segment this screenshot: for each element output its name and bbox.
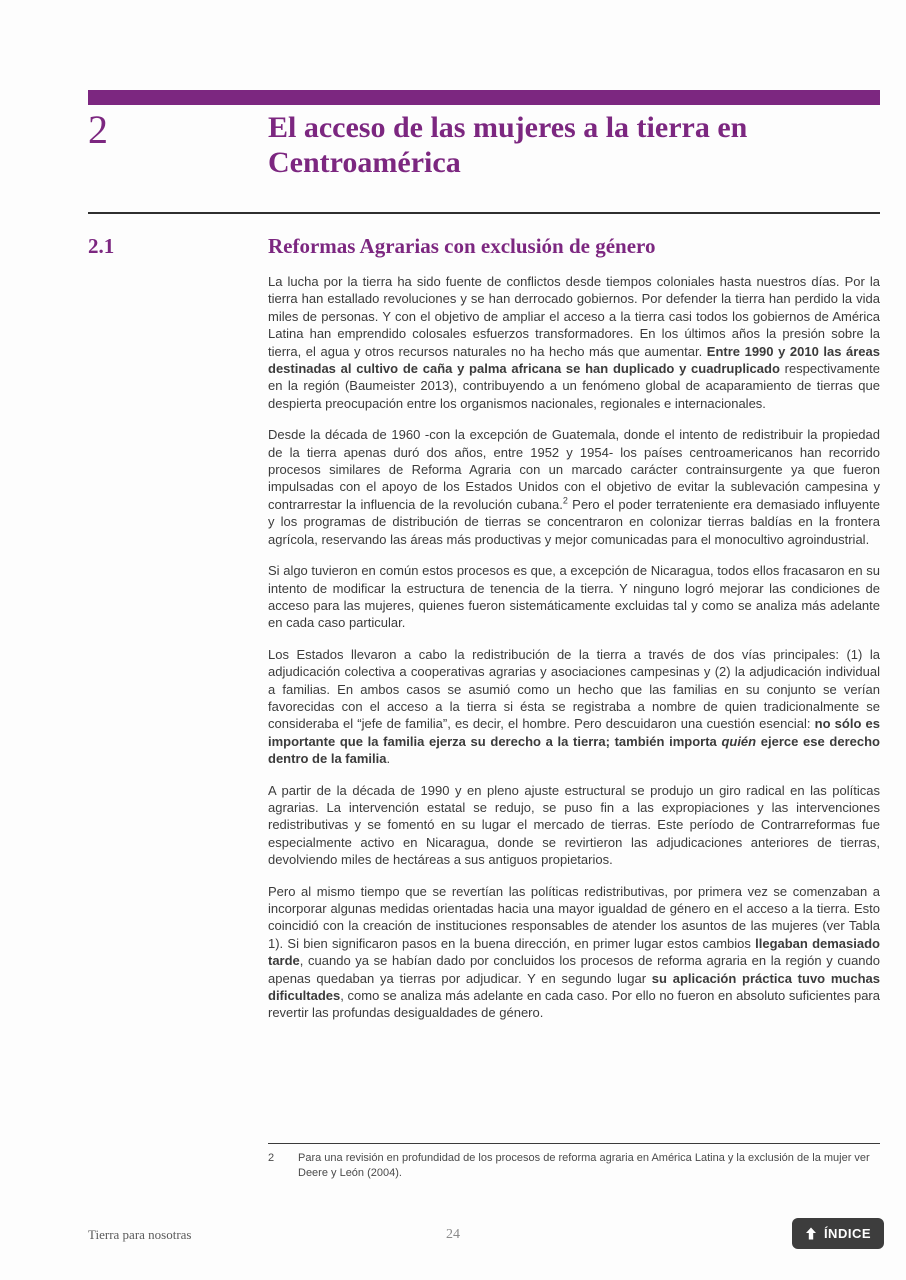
footnote bbox=[268, 1151, 880, 1181]
text-run: . bbox=[386, 751, 391, 767]
footer-document-title: Tierra para nosotras bbox=[88, 1227, 192, 1242]
text-run: Los Estados llevaron a cabo la redistribución de la tierra a través de dos vías principales: (1) la adjudicación colectiva a cooperativas agrarias y asociaciones campesinas y (2) la adjudicación individual a familias. En ambos casos se asumió como un hecho que las familias en su conjunto se verían favorecidas con el acceso a la tierra si ésta se registraba a nombre de quien tradicionalmente se consideraba el “jefe de familia”, es decir, el hombre. Pero descuidaron una cuestión esencial: bbox=[268, 646, 880, 732]
text-run: Pero el poder terrateniente era demasiado influyente y los programas de distribución de tierras se concentraron en colonizar tierras baldías en la frontera agrícola, reservando las áreas más productivas y mejor comunicadas para el monocultivo agroindustrial. bbox=[268, 496, 880, 547]
footnote-number: 2 bbox=[268, 1152, 275, 1164]
text-run: respectivamente en la región (Baumeister 2013), contribuyendo a un fenómeno global de acaparamiento de tierras que despierta preocupación entre los organismos nacionales, regionales e internacionales. bbox=[268, 361, 880, 411]
text-run: La lucha por la tierra ha sido fuente de conflictos desde tiempos coloniales hasta nuestros días. Por la tierra han estallado revoluciones y se han derrocado gobiernos. Por defender la tierra han perdido la vida miles de personas. Y con el objetivo de ampliar el acceso a la tierra casi todos los gobiernos de América Latina han emprendido colosales esfuerzos transformadores. En los últimos años la presión sobre la tierra, el agua y otros recursos naturales no ha hecho más que aumentar. bbox=[268, 274, 880, 359]
chapter-title: El acceso de las mujeres a la tierra en Centroamérica bbox=[268, 111, 748, 180]
text-run: A partir de la década de 1990 y en pleno ajuste estructural se produjo un giro radical en las políticas agrarias. La intervención estatal se redujo, se puso fin a las expropiaciones y las intervenciones redistributivas y se fomentó en su lugar el mercado de tierras. Este período de Contrarreformas fue especialmente activo en Nicaragua, donde se revirtieron las adjudicaciones anteriores de tierras, devolviendo miles de hectáreas a sus antiguos propietarios. bbox=[268, 782, 880, 868]
chapter-number: 2 bbox=[88, 107, 108, 152]
paragraph bbox=[268, 782, 880, 869]
chapter-header bbox=[88, 107, 880, 181]
text-run: Entre 1990 y 2010 las áreas destinadas al cultivo de caña y palma africana se han duplicado y cuadruplicado bbox=[268, 343, 880, 377]
page-number: 24 bbox=[446, 1227, 460, 1242]
text-run: Pero al mismo tiempo que se revertían las políticas redistributivas, por primera vez se comenzaban a incorporar algunas medidas orientadas hacia una mayor igualdad de género en el acceso a la tierra. Esto coincidió con la creación de instituciones responsables de atender los asuntos de las mujeres (ver Tabla 1). Si bien significaron pasos en la buena dirección, en primer lugar estos cambios bbox=[268, 883, 880, 951]
text-run: Si algo tuvieron en común estos procesos es que, a excepción de Nicaragua, todos ellos fracasaron en su intento de modificar la estructura de tenencia de la tierra. Y ninguno logró mejorar las condiciones de acceso para las mujeres, quienes fueron sistemáticamente excluidas tal y como se analiza más adelante en cada caso particular. bbox=[268, 563, 880, 631]
paragraph bbox=[268, 646, 880, 768]
text-run: , cuando ya se habían dado por concluidos los procesos de reforma agraria en la región y cuando apenas quedaban ya tierras por adjudicar. Y en segundo lugar bbox=[268, 953, 880, 986]
paragraph bbox=[268, 273, 880, 412]
text-run: Desde la década de 1960 -con la excepción de Guatemala, donde el intento de redistribuir la propiedad de la tierra apenas duró dos años, entre 1952 y 1954- los países centroamericanos han recorrido procesos similares de Reforma Agraria con un marcado carácter contrainsurgente ya que fueron impulsadas con el apoyo de los Estados Unidos con el objetivo de evitar la sublevación campesina y contrarrestar la influencia de la revolución cubana. bbox=[268, 427, 880, 512]
paragraph bbox=[268, 883, 880, 1022]
text-run: , como se analiza más adelante en cada caso. Por ello no fueron en absoluto suficientes para revertir las profundas desigualdades de género. bbox=[268, 988, 880, 1021]
text-run: ejerce ese derecho dentro de la familia bbox=[268, 733, 880, 767]
footnote-text: Para una revisión en profundidad de los procesos de reforma agraria en América Latina y la exclusión de la mujer ver Deere y León (2004). bbox=[298, 1152, 870, 1179]
text-run: no sólo es importante que la familia ejerza su derecho a la tierra; también importa bbox=[268, 716, 880, 749]
footnote-reference: 2 bbox=[562, 495, 568, 506]
chapter-accent-bar bbox=[88, 90, 880, 105]
section-header bbox=[88, 234, 880, 259]
text-run: quién bbox=[721, 733, 757, 749]
index-button-label: ÍNDICE bbox=[823, 1226, 871, 1241]
header-divider bbox=[88, 212, 880, 214]
index-button[interactable] bbox=[792, 1218, 884, 1249]
footnote-rule bbox=[268, 1143, 880, 1144]
section-title: Reformas Agrarias con exclusión de género bbox=[268, 234, 656, 258]
body-paragraphs bbox=[268, 273, 880, 1036]
arrow-up-icon bbox=[805, 1227, 817, 1240]
paragraph bbox=[268, 426, 880, 548]
text-run: su aplicación práctica tuvo muchas dificultades bbox=[268, 970, 881, 1004]
paragraph bbox=[268, 562, 880, 632]
text-run: llegaban demasiado tarde bbox=[268, 935, 880, 969]
section-number: 2.1 bbox=[88, 234, 115, 258]
